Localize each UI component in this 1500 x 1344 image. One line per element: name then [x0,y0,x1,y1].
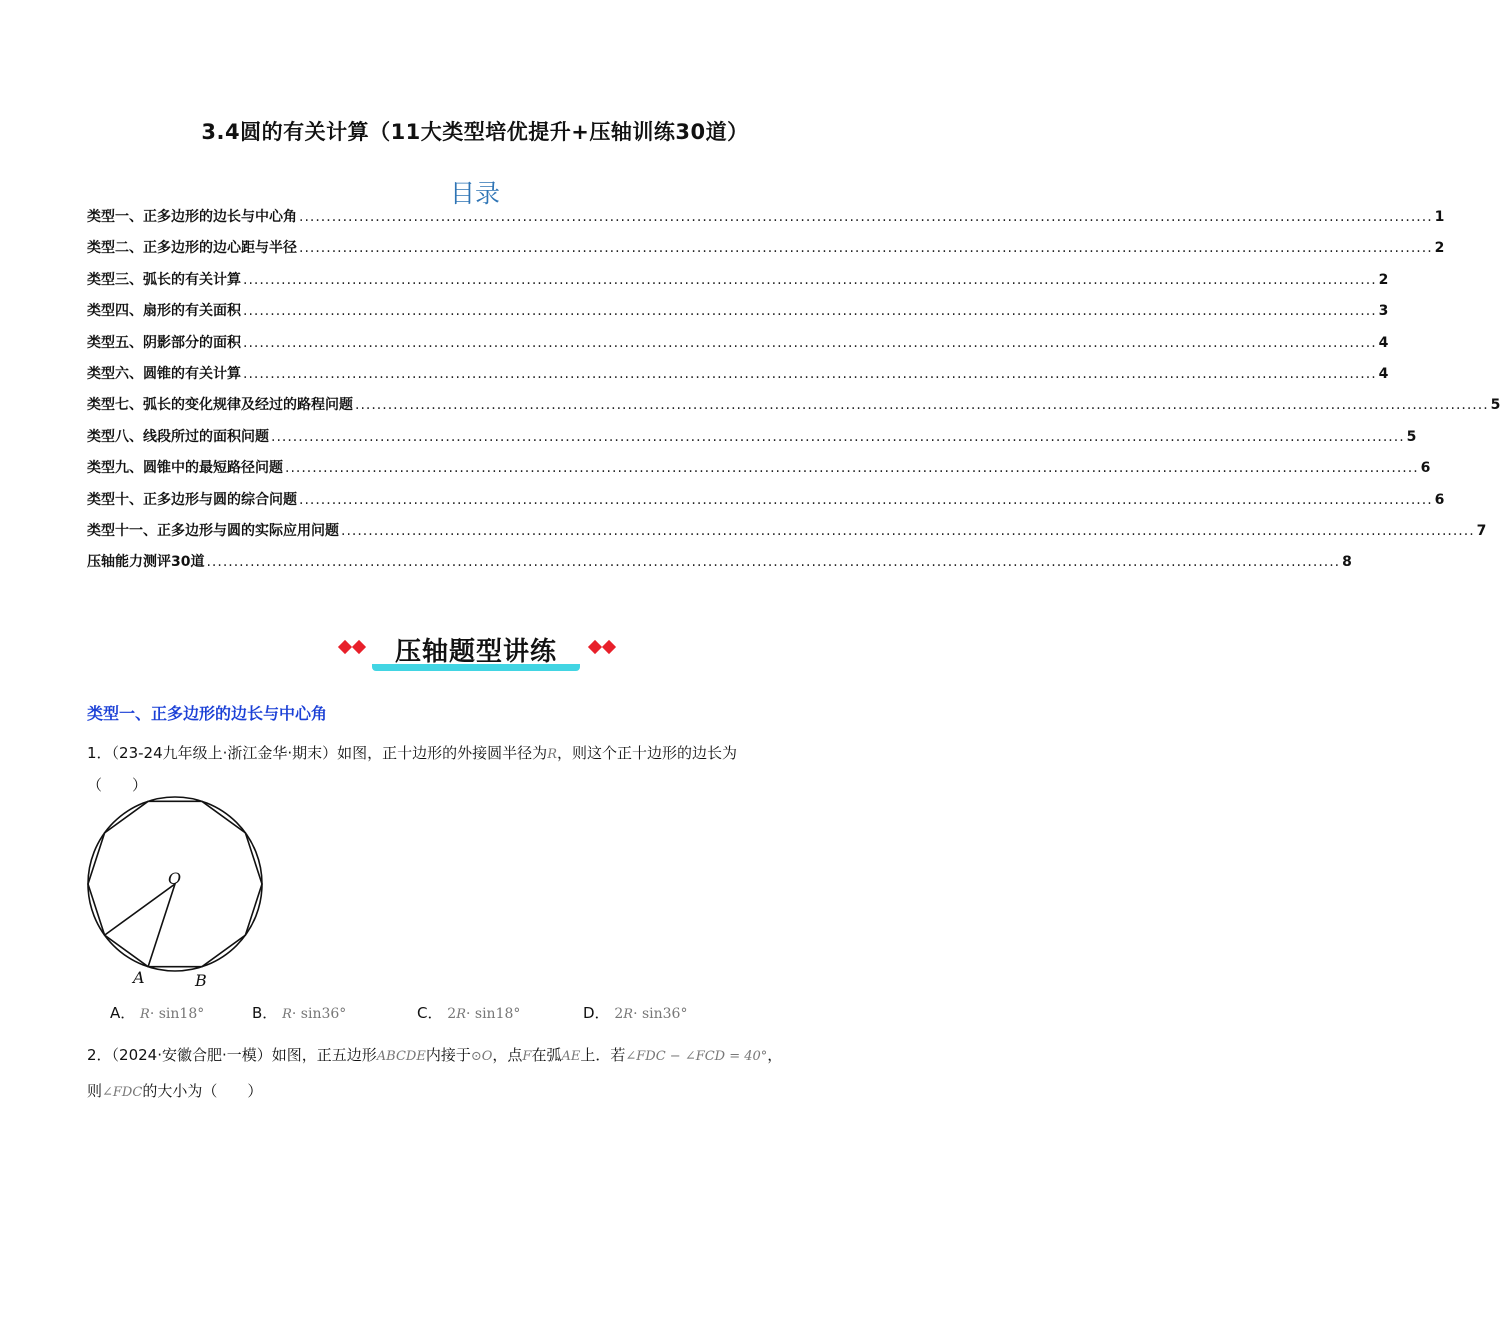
toc-entry-page: 2 [1378,271,1389,288]
question-text: 如图，正五边形 [271,1046,377,1064]
option-coef: 2 [447,1006,457,1022]
question-text: 上．若 [580,1046,626,1064]
toc-entry-page: 6 [1420,460,1431,477]
toc-entry-label: 类型二、正多边形的边心距与半径 [87,240,297,257]
option-var: R [623,1007,634,1022]
option-var: R [456,1007,466,1022]
toc-leader-dots: ................................................................................................................................................................................................................ [341,522,1475,539]
option-var: R [140,1007,150,1022]
math-var: ABCDE [376,1049,426,1064]
question-text: 的大小为（ ） [142,1082,263,1100]
toc-entry-page: 6 [1434,491,1445,508]
question-source: （2024·安徽合肥·一模） [111,1046,272,1064]
question-text: 如图，正十边形的外接圆半径为 [337,744,548,762]
option-letter: C． [417,1004,443,1022]
option-func: · sin18° [149,1006,205,1022]
table-of-contents [87,206,1500,583]
toc-entry-label: 类型十一、正多边形与圆的实际应用问题 [87,522,339,539]
toc-entry-label: 类型八、线段所过的面积问题 [87,428,269,445]
toc-entry-label: 类型三、弧长的有关计算 [87,271,241,288]
option-func: · sin18° [465,1006,521,1022]
toc-entry-label: 类型十、正多边形与圆的综合问题 [87,491,297,508]
question-1 [87,738,877,800]
question-text: 则 [87,1082,103,1100]
option-b[interactable] [252,1002,346,1023]
figure-label-a: A [133,968,145,987]
question-text: ，点 [492,1046,523,1064]
toc-leader-dots: ................................................................................................................................................................................................................ [299,240,1433,257]
document-title: 3.4圆的有关计算（11大类型培优提升+压轴训练30道） [201,120,749,144]
option-letter: B． [252,1004,278,1022]
toc-entry-label: 类型六、圆锥的有关计算 [87,365,241,382]
question-text: ，则这个正十边形的边长为 [556,744,737,762]
question-2 [87,1038,877,1110]
toc-leader-dots: ................................................................................................................................................................................................................ [243,303,1377,320]
toc-entry-page: 5 [1406,428,1417,445]
option-d[interactable] [583,1002,687,1023]
option-a[interactable] [110,1002,204,1023]
toc-leader-dots: ................................................................................................................................................................................................................ [299,209,1433,225]
question-number: 2． [87,1046,112,1064]
toc-entry-label: 类型九、圆锥中的最短路径问题 [87,460,283,477]
toc-entry[interactable] [87,237,1445,268]
toc-entry[interactable] [87,269,1389,300]
question-text: ， [767,1046,783,1064]
toc-leader-dots: ................................................................................................................................................................................................................ [285,460,1419,477]
toc-entry[interactable] [87,363,1389,394]
option-c[interactable] [417,1002,520,1023]
math-var: F [522,1049,532,1064]
question-text: 在弧 [531,1046,562,1064]
toc-leader-dots: ................................................................................................................................................................................................................ [355,397,1489,414]
section-title: 类型一、正多边形的边长与中心角 [87,704,328,723]
toc-leader-dots: ................................................................................................................................................................................................................ [299,491,1433,508]
toc-entry-page: 5 [1490,397,1500,414]
toc-leader-dots: ................................................................................................................................................................................................................ [243,334,1377,351]
diamond-icon [602,640,616,654]
toc-entry-page: 8 [1342,554,1352,571]
math-var: ⊙O [470,1049,493,1064]
toc-entry[interactable] [87,520,1487,551]
toc-entry-page: 7 [1476,522,1487,539]
math-var: R [547,747,557,762]
toc-leader-dots: ................................................................................................................................................................................................................ [206,554,1341,571]
toc-entry-label: 类型五、阴影部分的面积 [87,334,241,351]
question-source: （23-24九年级上·浙江金华·期末） [111,744,338,762]
diamond-icon [338,640,352,654]
toc-heading: 目录 [449,179,500,208]
toc-entry[interactable] [87,206,1445,237]
toc-entry[interactable] [87,457,1431,488]
question-number: 1． [87,744,112,762]
option-coef: 2 [614,1006,624,1022]
toc-entry[interactable] [87,332,1389,363]
option-func: · sin36° [633,1006,688,1022]
radius-lines [105,884,175,967]
toc-entry-page: 3 [1378,303,1389,320]
toc-entry[interactable] [87,551,1352,582]
toc-leader-dots: ................................................................................................................................................................................................................ [243,365,1377,382]
question-text: 内接于 [425,1046,471,1064]
banner-title: 压轴题型讲练 [394,637,557,667]
math-var: ∠FDC [102,1085,143,1100]
toc-entry-label: 类型七、弧长的变化规律及经过的路程问题 [87,397,353,414]
toc-entry-page: 4 [1378,334,1389,351]
toc-entry-label: 类型一、正多边形的边长与中心角 [87,209,297,225]
toc-entry[interactable] [87,426,1417,457]
figure-label-b: B [195,971,207,990]
toc-entry-page: 4 [1378,365,1389,382]
section-banner [336,626,618,668]
option-var: R [282,1007,292,1022]
option-letter: A． [110,1004,136,1022]
option-func: · sin36° [291,1006,347,1022]
decagon-figure [84,795,268,995]
toc-entry[interactable] [87,300,1389,331]
toc-entry-page: 1 [1434,209,1445,225]
toc-leader-dots: ................................................................................................................................................................................................................ [271,428,1405,445]
math-expression: ∠FDC − ∠FCD = 40° [625,1049,768,1064]
figure-label-o: O [168,869,182,888]
toc-entry-label: 类型四、扇形的有关面积 [87,303,241,320]
math-var: AE [561,1049,581,1064]
option-letter: D． [583,1004,610,1022]
diamond-icon [352,640,366,654]
diamond-icon [588,640,602,654]
toc-entry-page: 2 [1434,240,1445,257]
toc-entry-label: 压轴能力测评30道 [87,554,205,571]
answer-blank: （ ） [87,776,148,794]
toc-entry[interactable] [87,394,1500,425]
toc-leader-dots: ................................................................................................................................................................................................................ [243,271,1377,288]
toc-entry[interactable] [87,489,1445,520]
